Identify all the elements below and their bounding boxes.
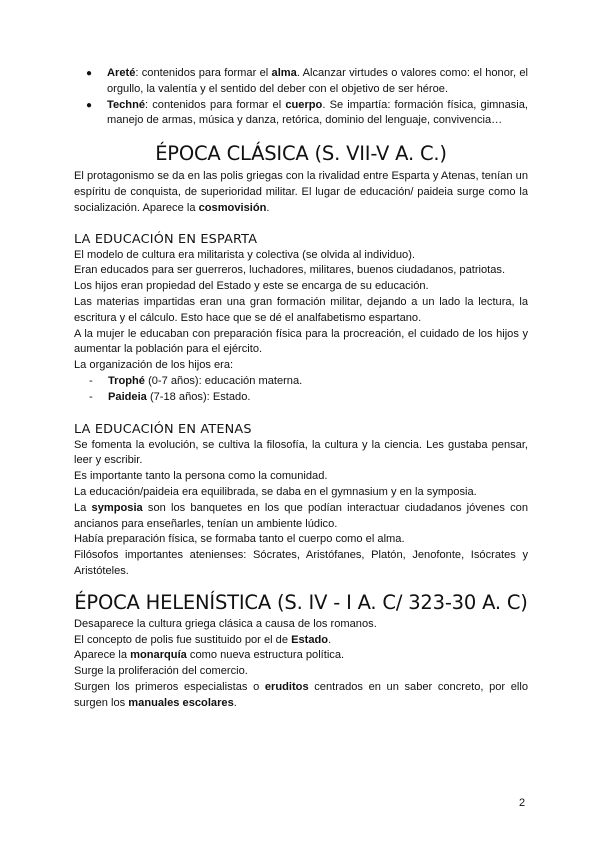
paragraph: Se fomenta la evolución, se cultiva la filosofía, la cultura y la ciencia. Les gustaba pensar, leer y escribir. [74, 438, 528, 467]
intro-list [74, 66, 528, 129]
paragraph: La educación/paideia era equilibrada, se daba en el gymnasium y en la symposia. [74, 485, 477, 498]
paragraph: Filósofos importantes atenienses: Sócrates, Aristófanes, Platón, Jenofonte, Isócrates y Aristóteles. [74, 549, 528, 577]
list-item: - Trophé (0-7 años): educación materna. [89, 374, 303, 387]
stages-list [74, 374, 528, 406]
paragraph: El concepto de polis fue sustituido por el de Estado. [74, 633, 332, 646]
paragraph: A la mujer le educaban con preparación física para la procreación, el cuidado de los hijos y aumentar la población para el ejército. [74, 327, 528, 356]
paragraph: Surgen los primeros especialistas o eruditos centrados en un saber concreto, por ello surgen los manuales escolares. [74, 680, 528, 709]
page-body [74, 66, 528, 712]
paragraph: El protagonismo se da en las polis griegas con la rivalidad entre Esparta y Atenas, tenían un espíritu de conquista, de superioridad militar. El lugar de educación/ paideia surge como la socialización. Aparece la cosmovisión. [74, 170, 528, 214]
page-number: 2 [519, 797, 526, 809]
paragraph: Las materias impartidas eran una gran formación militar, dejando a un lado la lectura, la escritura y el cálculo. Esto hace que se dé el analfabetismo espartano. [74, 295, 528, 324]
section-title-clasica: ÉPOCA CLÁSICA (S. VII-V A. C.) [155, 142, 447, 166]
list-item: ● Areté: contenidos para formar el alma. Alcanzar virtudes o valores como: el honor, el orgullo, la valentía y el sentido del deber con el objetivo de ser héroe. [86, 67, 528, 95]
paragraph: La organización de los hijos era: [74, 359, 234, 372]
paragraph: El modelo de cultura era militarista y colectiva (se olvida al individuo). [74, 248, 415, 261]
paragraph: Los hijos eran propiedad del Estado y este se encarga de su educación. [74, 280, 429, 293]
subsection-title-atenas: LA EDUCACIÓN EN ATENAS [74, 421, 252, 437]
subsection-title-esparta: LA EDUCACIÓN EN ESPARTA [74, 231, 258, 247]
paragraph: Desaparece la cultura griega clásica a causa de los romanos. [74, 617, 377, 630]
paragraph: Había preparación física, se formaba tanto el cuerpo como el alma. [74, 533, 405, 546]
paragraph: Es importante tanto la persona como la comunidad. [74, 470, 328, 483]
paragraph: La symposia son los banquetes en los que podían interactuar ciudadanos jóvenes con ancianos para enseñarles, tenían un ambiente lúdico. [74, 501, 529, 530]
list-item: - Paideia (7-18 años): Estado. [89, 390, 251, 403]
bullet-icon: ● [86, 99, 93, 111]
paragraph: Surge la proliferación del comercio. [74, 665, 248, 678]
paragraph: Aparece la monarquía como nueva estructura política. [74, 649, 345, 662]
section-title-helenistica: ÉPOCA HELENÍSTICA (S. IV - I A. C/ 323-30 A. C) [74, 590, 528, 614]
list-item: ● Techné: contenidos para formar el cuerpo. Se impartía: formación física, gimnasia, manejo de armas, música y danza, retórica, dominio del lenguaje, convivencia… [86, 98, 528, 127]
paragraph: Eran educados para ser guerreros, luchadores, militares, buenos ciudadanos, patriotas. [74, 264, 506, 277]
bullet-icon: ● [86, 68, 93, 79]
